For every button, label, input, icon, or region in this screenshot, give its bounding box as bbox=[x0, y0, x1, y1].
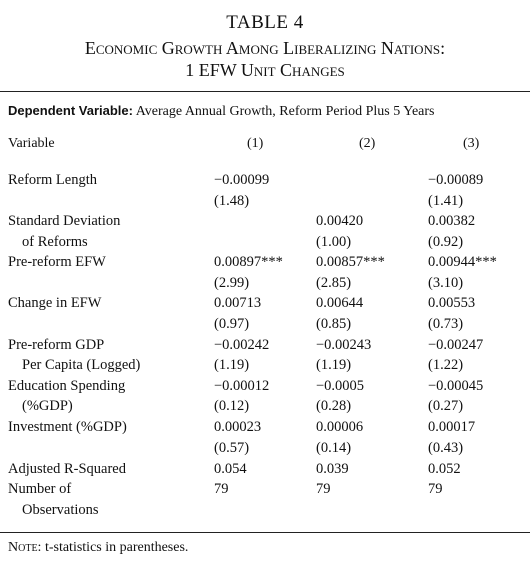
row-label-pre-reform-gdp-cont: Per Capita (Logged) bbox=[22, 357, 141, 373]
row-label-education-spending-cont: (%GDP) bbox=[22, 398, 73, 414]
tstat-cell: (0.14) bbox=[316, 440, 352, 456]
stat-cell: 0.039 bbox=[316, 461, 349, 477]
bottom-rule bbox=[0, 532, 530, 533]
coef-cell: 0.00553 bbox=[428, 295, 476, 311]
column-header-3: (3) bbox=[463, 136, 480, 151]
stat-cell: 0.054 bbox=[214, 461, 247, 477]
table-title-line-1: Economic Growth Among Liberalizing Nations: bbox=[84, 38, 446, 58]
coef-cell: −0.0005 bbox=[316, 378, 365, 394]
row-label-standard-deviation-cont: of Reforms bbox=[22, 234, 88, 250]
tstat-cell: (2.85) bbox=[316, 275, 352, 291]
tstat-cell: (2.99) bbox=[214, 275, 250, 291]
coef-cell: −0.00012 bbox=[214, 378, 270, 394]
note-label: Note: bbox=[8, 540, 42, 555]
tstat-cell: (0.85) bbox=[316, 316, 352, 332]
tstat-cell: (0.73) bbox=[428, 316, 464, 332]
coef-cell: 0.00897*** bbox=[214, 254, 283, 270]
table-number: TABLE 4 bbox=[226, 12, 304, 33]
table-note bbox=[8, 540, 188, 556]
coef-cell: 0.00713 bbox=[214, 295, 262, 311]
coef-cell: 0.00006 bbox=[316, 419, 364, 435]
dependent-variable-value: Average Annual Growth, Reform Period Plus 5 Years bbox=[135, 104, 435, 119]
tstat-cell: (0.97) bbox=[214, 316, 250, 332]
top-rule bbox=[0, 91, 530, 92]
stat-cell: 79 bbox=[316, 481, 331, 497]
coef-cell: 0.00420 bbox=[316, 213, 364, 229]
column-header-2: (2) bbox=[359, 136, 376, 151]
coef-cell: −0.00045 bbox=[428, 378, 484, 394]
coef-cell: 0.00857*** bbox=[316, 254, 385, 270]
tstat-cell: (0.28) bbox=[316, 398, 352, 414]
row-label-investment: Investment (%GDP) bbox=[8, 419, 127, 435]
coef-cell: −0.00242 bbox=[214, 337, 270, 353]
tstat-cell: (0.57) bbox=[214, 440, 250, 456]
tstat-cell: (0.12) bbox=[214, 398, 250, 414]
row-label-adjusted-r-squared: Adjusted R-Squared bbox=[8, 461, 126, 477]
tstat-cell: (0.92) bbox=[428, 234, 464, 250]
column-header-1: (1) bbox=[247, 136, 264, 151]
tstat-cell: (1.00) bbox=[316, 234, 352, 250]
coef-cell: 0.00644 bbox=[316, 295, 364, 311]
dependent-variable-label: Dependent Variable: bbox=[8, 103, 133, 118]
coef-cell: −0.00243 bbox=[316, 337, 372, 353]
dependent-variable bbox=[8, 103, 434, 120]
coef-cell: −0.00099 bbox=[214, 172, 270, 188]
row-label-pre-reform-efw: Pre-reform EFW bbox=[8, 254, 106, 270]
stat-cell: 0.052 bbox=[428, 461, 461, 477]
note-text: t-statistics in parentheses. bbox=[44, 540, 189, 555]
coef-cell: 0.00944*** bbox=[428, 254, 497, 270]
stat-cell: 79 bbox=[214, 481, 229, 497]
coef-cell: 0.00017 bbox=[428, 419, 476, 435]
tstat-cell: (1.41) bbox=[428, 193, 464, 209]
tstat-cell: (1.48) bbox=[214, 193, 250, 209]
row-label-standard-deviation: Standard Deviation bbox=[8, 213, 121, 229]
tstat-cell: (0.27) bbox=[428, 398, 464, 414]
row-label-education-spending: Education Spending bbox=[8, 378, 126, 394]
coef-cell: 0.00023 bbox=[214, 419, 262, 435]
row-label-number-of-observations-cont: Observations bbox=[22, 502, 99, 518]
tstat-cell: (1.19) bbox=[316, 357, 352, 373]
coef-cell: −0.00247 bbox=[428, 337, 484, 353]
row-label-change-in-efw: Change in EFW bbox=[8, 295, 102, 311]
stat-cell: 79 bbox=[428, 481, 443, 497]
table-title-line-2: 1 EFW Unit Changes bbox=[185, 60, 345, 80]
row-label-number-of-observations: Number of bbox=[8, 481, 72, 497]
row-label-reform-length: Reform Length bbox=[8, 172, 97, 188]
coef-cell: −0.00089 bbox=[428, 172, 484, 188]
row-label-pre-reform-gdp: Pre-reform GDP bbox=[8, 337, 105, 353]
tstat-cell: (0.43) bbox=[428, 440, 464, 456]
column-header-variable: Variable bbox=[8, 136, 55, 151]
coef-cell: 0.00382 bbox=[428, 213, 476, 229]
tstat-cell: (1.22) bbox=[428, 357, 464, 373]
tstat-cell: (3.10) bbox=[428, 275, 464, 291]
tstat-cell: (1.19) bbox=[214, 357, 250, 373]
